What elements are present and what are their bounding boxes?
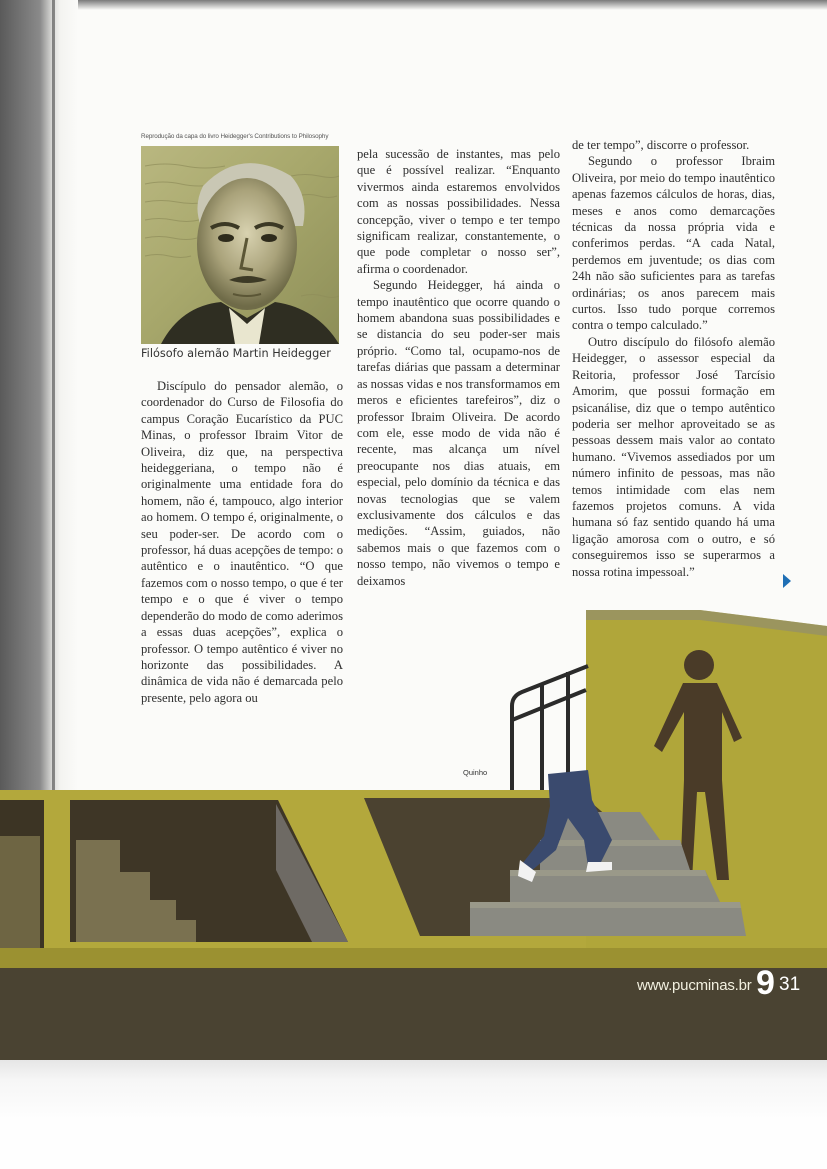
- puc-logo-mark-icon: 9: [756, 964, 775, 1002]
- illustration-credit: Quinho: [463, 768, 488, 777]
- floor-band: [0, 958, 827, 1060]
- paragraph: Segundo Heidegger, há ainda o tempo inautêntico que ocorre quando o homem abandona suas possibilidades e se distancia do seu poder-ser mais próprio. “Como tal, ocupamo-nos de tarefas diárias que passam a determinar as nossas vidas e nos transformamos em meros e eficientes tarefeiros”, diz o professor Ibraim Oliveira. De acordo com ele, esse modo de vida não é recente, mas alcança um nível preocupante nos dias atuais, em especial, pelo domínio da técnica e das novas tecnologias que se valem exclusivamente dos cálculos e das medições. “Assim, guiados, não sabemos mais o que fazemos com o nosso tempo, não vivemos o tempo e deixamos: [357, 278, 560, 588]
- portrait-photo-icon: [141, 146, 339, 344]
- paragraph: de ter tempo”, discorre o professor.: [572, 138, 750, 152]
- paragraph: Outro discípulo do filósofo alemão Heidegger, o assessor especial da Reitoria, professor José Tarcísio Amorim, que possui formação em psicanálise, diz que o tempo autêntico poderia ser melhor aproveitado se as pessoas dessem mais valor ao contato humano. “Vivemos assediados por um número infinito de pessoas, mas não temos intimidade com elas nem fazemos projetos comuns. A vida humana só faz sentido quando há uma ligação amorosa com o outro, e só conseguiremos isso se superarmos a nossa rotina impessoal.”: [572, 334, 775, 579]
- page-number: 31: [779, 974, 801, 995]
- footer-url: www.pucminas.br: [637, 977, 752, 994]
- text-column-3: [572, 137, 775, 580]
- scan-top-edge: [0, 0, 827, 10]
- paragraph: Discípulo do pensador alemão, o coordenador do Curso de Filosofia do campus Coração Eucarístico da PUC Minas, o professor Ibraim Vitor de Oliveira, diz que, na perspectiva heideggeriana, o tempo não é originalmente uma entidade fora do homem, não é, tampouco, algo interior ao homem. O tempo é, originalmente, o seu poder-ser. De acordo com o professor, há duas acepções de tempo: o autêntico e o inautêntico. “O que fazemos com o nosso tempo, o que é ter tempo e o que é viver o tempo dependerão do modo de como aderimos a essas duas acepções”, explica o professor. O tempo autêntico é viver no horizonte das possibilidades. A dinâmica de vida não é demarcada pelo presente, pelo agora ou: [141, 379, 343, 705]
- scan-bottom-margin: [0, 1060, 827, 1169]
- photo-credit: Reprodução da capa do livro Heidegger's Contributions to Philosophy: [141, 133, 329, 140]
- paragraph: Segundo o professor Ibraim Oliveira, por meio do tempo inautêntico apenas fazemos cálculos de horas, dias, meses e anos como demarcações técnicas da nossa própria vida e conferimos perdas. “A cada Natal, perdemos em juventude; os dias com 24h não são suficientes para as tarefas ordinárias; os anos parecem mais curtos. Isso tudo porque corremos contra o tempo calculado.”: [572, 154, 775, 333]
- paragraph: pela sucessão de instantes, mas pelo que é possível realizar. “Enquanto vivermos ainda estaremos envolvidos com as nossas possibilidades. Nessa concepção, viver o tempo e ter tempo significam realizar, constantemente, o que pode completar o nosso ser”, afirma o coordenador.: [357, 147, 560, 276]
- text-column-2: [357, 146, 560, 589]
- continue-arrow-icon: [783, 574, 791, 588]
- photo-caption: Filósofo alemão Martin Heidegger: [141, 347, 331, 360]
- heidegger-portrait: [141, 146, 339, 344]
